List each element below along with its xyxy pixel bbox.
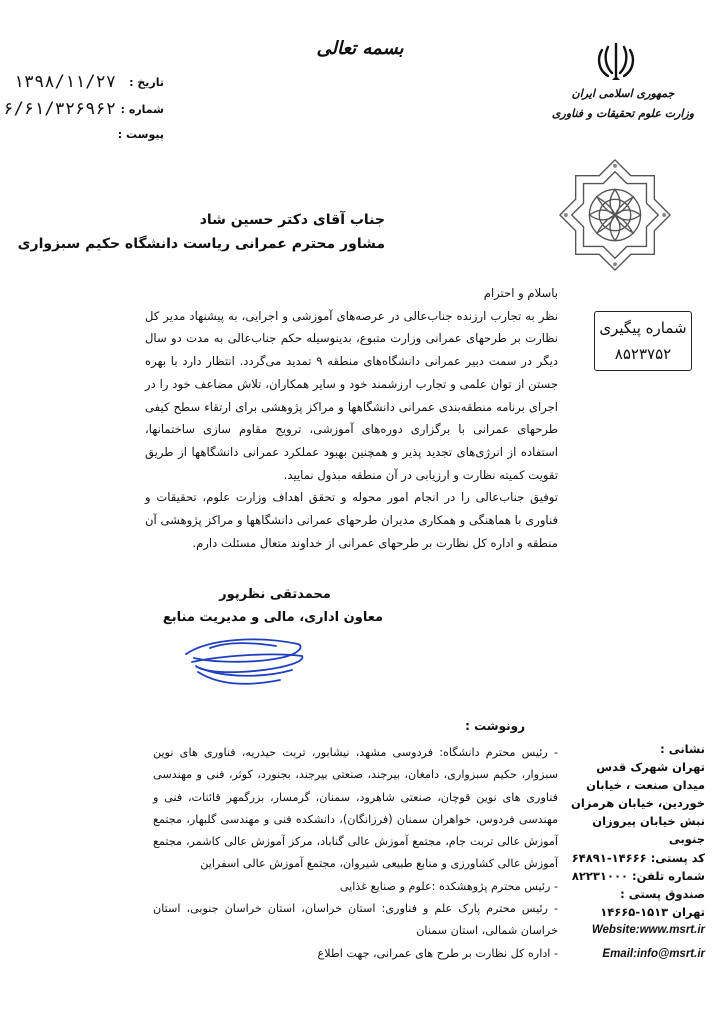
attachment-row [14, 124, 164, 146]
address-line: کد پستی: ۱۴۶۶۶-۶۴۸۹۱ [571, 850, 705, 865]
recipient-name: جناب آقای دکتر حسین شاد [199, 212, 385, 228]
basmala-heading: بسمه تعالی [316, 38, 404, 59]
recipient-title: مشاور محترم عمرانی ریاست دانشگاه حکیم سبزواری [17, 236, 385, 252]
address-line: شماره تلفن: ۸۲۲۳۱۰۰۰ [571, 868, 705, 883]
tracking-label: شماره پیگیری [599, 319, 687, 337]
address-block [555, 740, 705, 963]
letter-body [145, 282, 558, 554]
cc-item: - رئیس محترم دانشگاه: فردوسی مشهد، نیشابور، تربت حیدریه، فناوری های نوین سبزوار، حکیم سبزواری، دامغان، بیرجند، صنعتی بیرجند، بجنورد، کوثر، فنی و مهندسی فناوری های نوین قوچان، صنعتی شاهرود، سمنان، گرمسار، بزرگمهر قائنات، فنی و مهندسی فردوس، خواهران سمنان (فرزانگان)، دانشکده فنی و مهندسی گلبهار، مجتمع آموزش عالی تربت جام، مجتمع آموزش عالی گناباد، مرکز آموزش عالی کاشمر، مجتمع آموزش عالی کشاورزی و منابع طبیعی شیروان، مجتمع آموزش عالی اسفراین [153, 742, 558, 876]
address-line: تهران ۱۵۱۳-۱۴۶۶۵ [600, 904, 705, 919]
address-label: نشانی : [660, 742, 705, 756]
address-line: صندوق پستی : [620, 886, 705, 901]
greeting: باسلام و احترام [483, 286, 558, 300]
address-line: میدان صنعت ، خیابان [586, 778, 705, 793]
body-paragraph-1: نظر به تجارب ارزنده جناب‌عالی در عرصه‌های آموزشی و اجرایی، به پیشنهاد مدیر کل نظارت بر طرحهای عمرانی وزارت متبوع، بدینوسیله حکم جناب‌عالی به مدت دو سال دیگر در سمت دبیر عمرانی دانشگاه‌های منطقه ۹ تمدید می‌گردد. انتظار دارد با بهره جستن از توان علمی و تجارب ارزشمند خود و سایر همکاران، تلاش مضاعف خود را در اجرای برنامه منطقه‌بندی عمرانی دانشگاهها و مراکز پژوهشی برای ارتقاء سطح کیفی طرحهای عمرانی با برگزاری دوره‌های آموزشی، ترویج مقاوم سازی ساختمانها، استفاده از انرژی‌های تجدید پذیر و همچنین بهبود عملکرد عمرانی دانشگاهها از طریق تقویت کمیته نظارت و ارزیابی در آن منطقه مبذول نمایید. [145, 308, 559, 482]
number-value: ۶/۶۱/۳۲۶۹۶۲ [3, 99, 116, 119]
ministry-block [548, 84, 698, 124]
recipient-block [18, 208, 385, 256]
iran-emblem-icon [594, 40, 638, 82]
tracking-number-box [594, 311, 692, 371]
date-row [14, 72, 164, 94]
address-line: خوردین، خیابان هرمزان [571, 796, 705, 811]
signatory-name: محمدتقی نظرپور [219, 587, 331, 602]
ornament-icon [556, 156, 674, 274]
number-row [3, 99, 164, 121]
body-paragraph-2: توفیق جناب‌عالی را در انجام امور محوله و تحقق اهداف وزارت علوم، تحقیقات و فناوری با هماهنگی و همکاری مدیران طرحهای عمرانی دانشگاهها و مراکز پژوهشی آن منطقه و اداره کل نظارت بر طرحهای عمرانی از خداوند متعال مسئلت دارم. [145, 490, 558, 550]
cc-item: - رئیس محترم پارک علم و فناوری: استان خراسان، استان خراسان جنوبی، استان خراسان شمالی، استان سمنان [153, 898, 558, 943]
address-line: تهران شهرک قدس [596, 760, 705, 775]
cc-list [153, 742, 558, 965]
address-line: نبش خیابان پیروزان جنوبی [592, 814, 705, 847]
ministry-line-1: جمهوری اسلامی ایران [571, 87, 675, 100]
email-link[interactable]: Email:info@msrt.ir [602, 948, 705, 961]
cc-item: - رئیس محترم پژوهشکده :علوم و صنایع غذایی [153, 876, 558, 898]
tracking-value: ۸۵۲۳۷۵۲ [614, 345, 672, 363]
handwritten-signature-icon [180, 628, 310, 690]
website-link[interactable]: Website:www.msrt.ir [591, 923, 705, 936]
signatory-title: معاون اداری، مالی و مدیریت منابع [162, 610, 384, 625]
date-label: تاریخ : [129, 76, 164, 89]
cc-label: رونوشت : [465, 719, 525, 733]
ministry-line-2: وزارت علوم تحقیقات و فناوری [551, 107, 695, 120]
number-label: شماره : [120, 103, 164, 116]
cc-item: - اداره کل نظارت بر طرح های عمرانی، جهت اطلاع [153, 943, 558, 965]
date-value: ۱۳۹۸/۱۱/۲۷ [13, 72, 116, 92]
attachment-label: پیوست : [117, 128, 164, 141]
